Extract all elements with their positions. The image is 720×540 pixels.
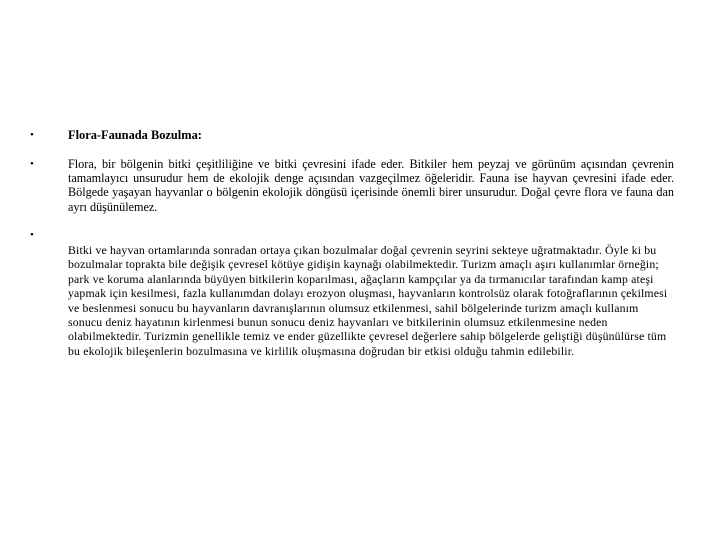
section-heading: Flora-Faunada Bozulma: [68, 128, 202, 142]
list-item-heading [30, 128, 678, 144]
paragraph-flora-fauna: Flora, bir bölgenin bitki çeşitliliğine ve bitki çevresini ifade eder. Bitkiler hem peyzaj ve görünüm açısından çevrenin tamamlayıcı unsurudur hem de ekolojik denge açısından vazgeçilmez öğeleridir. Fauna ise hayvan çevresini ifade eder. Bölgede yaşayan hayvanlar o bölgenin ekolojik döngüsü içerisinde önemli birer unsurudur. Doğal çevre flora ve fauna dan ayrı düşünülemez. [68, 157, 674, 214]
bullet-icon: • [30, 158, 34, 170]
list-item-flora-fauna [30, 157, 678, 221]
bullet-icon: • [30, 129, 34, 141]
list-item-degradation [30, 228, 678, 388]
paragraph-degradation: Bitki ve hayvan ortamlarında sonradan ortaya çıkan bozulmalar doğal çevrenin seyrini sekteye uğratmaktadır. Öyle ki bu bozulmalar toprakta bile değişik çevresel kötüye gidişin kaynağı olabilmektedir. Turizm amaçlı aşırı kullanımlar örneğin; park ve koruma alanlarında büyüyen bitkilerin koparılması, ağaçların kampçılar ya da tırmanıcılar tarafından kamp ateşi yapmak için kesilmesi, fazla kullanımdan dolayı erozyon oluşması, hayvanların kontrolsüz olarak fotoğraflarının çekilmesi ve beslenmesi sonucu bu hayvanların davranışlarının olumsuz etkilenmesi, sahil bölgelerinde turizm amaçlı kullanım sonucu deniz hayatının kirlenmesi bunun sonucu deniz hayvanları ve bitkilerinin olumsuz etkilenmesine neden olabilmektedir. Turizmin genellikle temiz ve ender güzellikte çevresel değerlere sahip bölgelerde geliştiği düşünülürse tüm bu ekolojik bileşenlerin bozulmasına ve kirlilik oluşmasına doğrudan bir etkisi olduğu tahmin edilebilir. [68, 243, 668, 358]
bullet-icon: • [30, 229, 34, 241]
